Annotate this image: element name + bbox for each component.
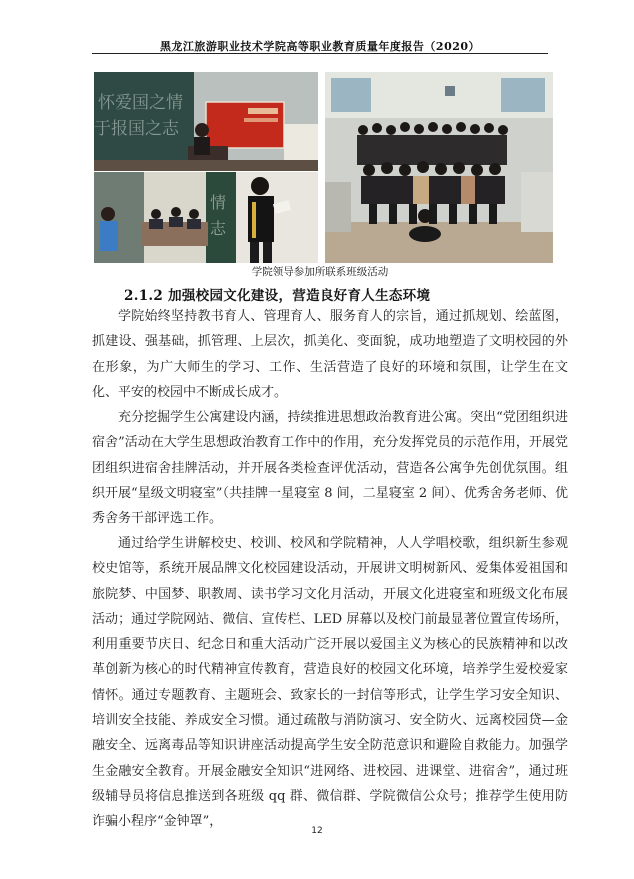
header-divider (92, 53, 548, 54)
student-speech-photo (94, 172, 318, 263)
group-photo (325, 72, 553, 263)
paragraph-campus-culture: 学院始终坚持教书育人、管理育人、服务育人的宗旨，通过抓规划、绘蓝图，抓建设、强基础，抓管理、上层次，抓美化、变面貌，成功地塑造了文明校园的外在形象，为广大师生的学习、工作、生活营造了良好的环境和氛围，让学生在文化、平安的校园中不断成长成才。 (92, 309, 568, 400)
group-photo-illustration (325, 72, 553, 263)
classroom-podium-speech-photo (94, 72, 318, 171)
student-speech-illustration (94, 172, 318, 263)
page-number: 12 (311, 826, 323, 836)
section-heading: 2.1.2 加强校园文化建设，营造良好育人生态环境 (124, 288, 431, 304)
paragraph-dormitory: 充分挖掘学生公寓建设内涵，持续推进思想政治教育进公寓。突出“党团组织进宿舍”活动在大学生思想政治教育工作中的作用，充分发挥党员的示范作用，开展党团组织进宿舍挂牌活动，并开展各类检查评优活动，营造各公寓争先创优氛围。组织开展“星级文明寝室”（共挂牌一星寝室 8 间，二星寝室 2 间）、优秀舍务老师、优秀舍务干部评选工作。 (92, 410, 568, 527)
svg-text:志: 志 (210, 219, 227, 238)
photo-caption: 学院领导参加所联系班级活动 (251, 266, 389, 278)
svg-text:于报国之志: 于报国之志 (94, 119, 179, 139)
classroom-podium-illustration (94, 72, 318, 171)
page-header-title: 黑龙江旅游职业技术学院高等职业教育质量年度报告（2020） (159, 40, 481, 53)
svg-text:怀爱国之情: 怀爱国之情 (98, 93, 183, 113)
svg-text:情: 情 (210, 193, 227, 212)
paragraph-campus-activities: 通过给学生讲解校史、校训、校风和学院精神，人人学唱校歌，组织新生参观校史馆等，系统开展品牌文化校园建设活动，开展讲文明树新风、爱集体爱祖国和旅院梦、中国梦、职教周、读书学习文化月活动，开展文化进寝室和班级文化布展活动；通过学院网站、微信、宣传栏、LED 屏幕以及校门前最显著位置宣传场所，利用重要节庆日、纪念日和重大活动广泛开展以爱国主义为核心的民族精神和以改革创新为核心的时代精神宣传教育，营造良好的校园文化环境，培养学生爱校爱家情怀。通过专题教育、主题班会、致家长的一封信等形式，让学生学习安全知识、培训安全技能、养成安全习惯。通过疏散与消防演习、安全防火、远离校园贷—金融安全、远离毒品等知识讲座活动提高学生安全防范意识和避险自救能力。加强学生金融安全教育。开展金融安全知识“进网络、进校园、进课堂、进宿舍”，通过班级辅导员将信息推送到各班级 qq 群、微信群、学院微信公众号；推荐学生使用防诈骗小程序“金钟罩”， (92, 536, 568, 830)
